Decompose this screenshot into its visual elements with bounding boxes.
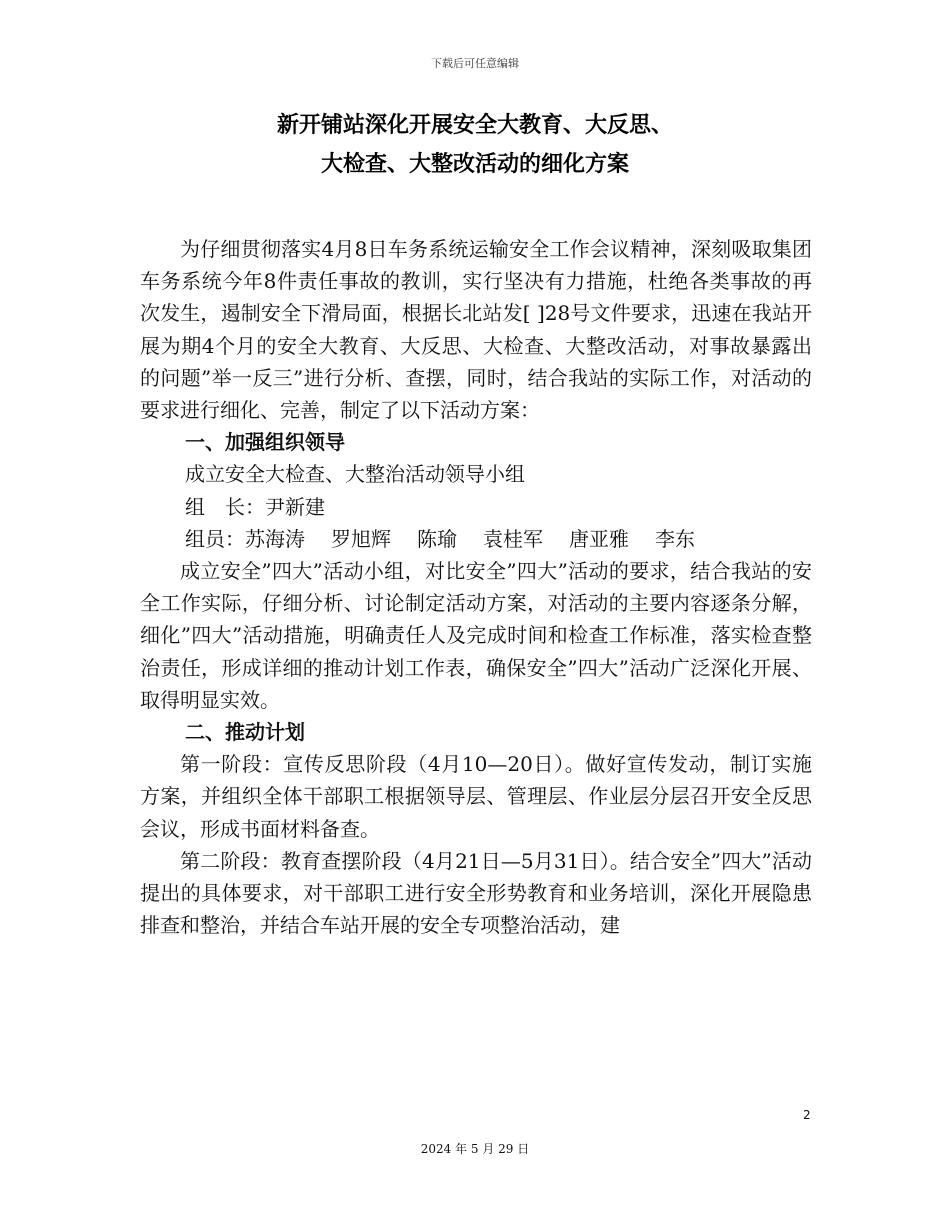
member-name: 李东 [655, 526, 695, 551]
section-1-heading: 一、加强组织领导 [185, 430, 345, 455]
section-1-paragraph: 成立安全”四大”活动小组，对比安全”四大”活动的要求，结合我站的安全工作实际，仔细分析、讨论制定活动方案，对活动的主要内容逐条分解，细化”四大”活动措施，明确责任人及完成时间和检查工作标准，落实检查整治责任，形成详细的推动计划工作表，确保安全”四大”活动广泛深化开展、取得明显实效。 [140, 559, 812, 712]
members-label: 组员： [185, 526, 245, 551]
stage-1-paragraph: 第一阶段：宣传反思阶段（4月10—20日）。做好宣传发动，制订实施方案，并组织全体干部职工根据领导层、管理层、作业层分层召开安全反思会议，形成书面材料备查。 [140, 752, 812, 841]
section-2-heading: 二、推动计划 [185, 720, 305, 745]
group-title: 成立安全大检查、大整治活动领导小组 [185, 462, 525, 487]
member-name: 苏海涛 [245, 526, 305, 551]
group-leader: 组 长：尹新建 [185, 494, 325, 519]
page-header: 下载后可任意编辑 [431, 57, 519, 70]
member-name: 陈瑜 [417, 526, 457, 551]
member-name: 袁桂军 [483, 526, 543, 551]
page-footer-date: 2024 年 5 月 29 日 [420, 1142, 530, 1156]
document-title-line-2: 大检查、大整改活动的细化方案 [320, 152, 629, 177]
member-name: 罗旭辉 [331, 526, 391, 551]
member-name: 唐亚雅 [569, 526, 629, 551]
stage-2-paragraph: 第二阶段：教育查摆阶段（4月21日—5月31日）。结合安全”四大”活动提出的具体要求，对干部职工进行安全形势教育和业务培训，深化开展隐患排查和整治，并结合车站开展的安全专项整治活动，建 [140, 848, 812, 938]
document-body [140, 233, 812, 941]
document-title-line-1: 新开铺站深化开展安全大教育、大反思、 [276, 113, 673, 138]
page-number: 2 [803, 1108, 811, 1122]
group-members [140, 523, 812, 555]
intro-paragraph: 为仔细贯彻落实4月8日车务系统运输安全工作会议精神，深刻吸取集团车务系统今年8件责任事故的教训，实行坚决有力措施，杜绝各类事故的再次发生，遏制安全下滑局面，根据长北站发[ ]28号文件要求，迅速在我站开展为期4个月的安全大教育、大反思、大检查、大整改活动，对事故暴露出的问题”举一反三”进行分析、查摆，同时，结合我站的实际工作，对活动的要求进行细化、完善，制定了以下活动方案： [140, 237, 812, 423]
